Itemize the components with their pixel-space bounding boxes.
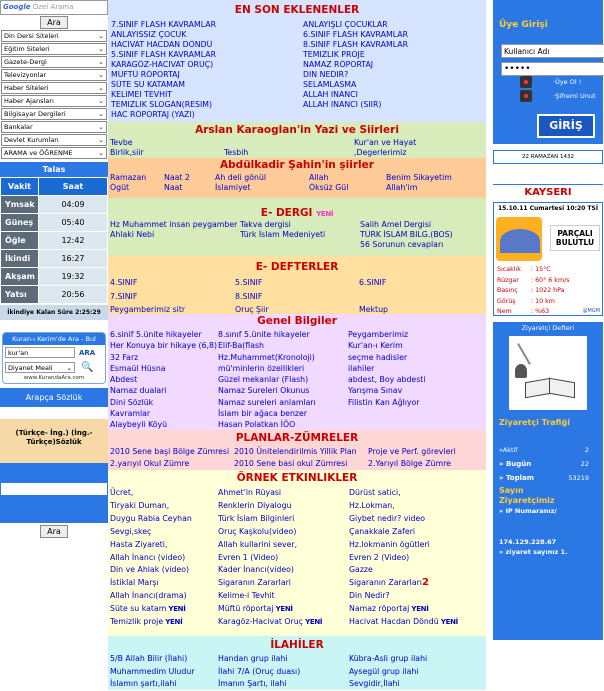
- content-link[interactable]: Esmaül Hüsna: [110, 363, 166, 373]
- category-select-label: Eğitim Siteleri: [4, 45, 50, 53]
- category-select[interactable]: [1, 43, 107, 55]
- content-link[interactable]: Din ve Ahlak (video): [110, 565, 190, 575]
- weather-condition: PARÇALI BULUTLU: [550, 225, 600, 251]
- weather-value: : 60° 6 km/s: [531, 276, 570, 284]
- visitor-panel: [493, 322, 603, 640]
- content-link[interactable]: Tevbe: [110, 138, 133, 147]
- section-edergi: [108, 198, 486, 256]
- empty-cell: [348, 419, 488, 430]
- content-link[interactable]: 2010 Sene basi okul Zümresi: [234, 459, 348, 468]
- latest-link[interactable]: DIN NEDIR?: [303, 70, 349, 79]
- content-link[interactable]: TÜRK İSLAM BILG.(BOS): [360, 230, 453, 239]
- weather-row: [497, 297, 569, 308]
- content-link[interactable]: Din Nedir?: [349, 591, 390, 601]
- login-panel: [493, 0, 603, 144]
- section-activities-title: ÖRNEK ETKINLIKLER: [236, 472, 358, 484]
- content-link[interactable]: Evren 2 (Video): [349, 552, 410, 562]
- section-arslan: [108, 122, 486, 158]
- content-link[interactable]: Karagöz-Hacivat Oruç: [218, 617, 303, 627]
- chevron-down-icon: ⌄: [98, 32, 104, 40]
- content-link[interactable]: Naat: [164, 183, 183, 192]
- section-general-title: Genel Bilgiler: [257, 315, 337, 327]
- section-edergi-heading: [108, 198, 486, 219]
- content-link[interactable]: Sigaranın Zararları: [349, 578, 422, 588]
- category-select-label: Haber Ajansları: [4, 97, 54, 105]
- google-search-input[interactable]: [0, 0, 108, 15]
- empty-cell: [224, 138, 354, 148]
- latest-link[interactable]: KELIMEI TEVHIT: [111, 90, 173, 99]
- content-link[interactable]: ilahiler: [348, 363, 375, 373]
- category-select[interactable]: [1, 82, 107, 94]
- visitor-total: » Toplam 53219: [499, 474, 589, 482]
- category-select[interactable]: [1, 30, 107, 42]
- chevron-down-icon: ⌄: [98, 45, 104, 53]
- latest-link[interactable]: ANLAYIŞLI ÇOCUKLAR: [303, 20, 388, 29]
- dictionary-search-button[interactable]: Ara: [40, 525, 68, 538]
- content-link[interactable]: Hz.Muhammet(Kronoloji): [218, 352, 315, 362]
- content-link-wrap[interactable]: [349, 577, 488, 590]
- category-select[interactable]: [1, 147, 107, 159]
- ip-label: » IP Numaranız/: [499, 507, 557, 515]
- content-link[interactable]: 6.sinif 5.ünite hikayeler: [110, 330, 202, 339]
- latest-link[interactable]: ALLAH INANCI (SIIR): [303, 100, 382, 109]
- kuran-search-box: [2, 332, 106, 384]
- search-button[interactable]: Ara: [40, 16, 68, 29]
- content-link[interactable]: Filistin Kan Ağlıyor: [348, 397, 420, 407]
- weather-row: [497, 265, 569, 276]
- content-link-wrap[interactable]: [218, 616, 349, 629]
- weather-row: [497, 276, 569, 287]
- weather-value: : 1022 hPa: [531, 287, 565, 294]
- content-link[interactable]: Sevgi,skeç: [110, 526, 152, 536]
- latest-link[interactable]: TEMIZLIK PROJE: [303, 50, 365, 59]
- prayer-time: 05:40: [39, 214, 108, 232]
- right-sidebar: [488, 0, 604, 690]
- chevron-down-icon: ⌄: [98, 84, 104, 92]
- weather-value: : 15°C: [531, 266, 551, 273]
- section-edefter-title: E- DEFTERLER: [255, 261, 339, 273]
- new-badge-icon: YENİ: [438, 618, 458, 627]
- section-plans-title: PLANLAR-ZÜMRELER: [235, 432, 359, 444]
- content-link[interactable]: 8.SINIF: [235, 291, 263, 301]
- content-link[interactable]: Süte su katam: [110, 604, 167, 614]
- category-select[interactable]: [1, 108, 107, 120]
- section-edefter: [108, 256, 486, 314]
- content-link[interactable]: Sigaranın Zararlari: [218, 578, 291, 588]
- prayer-name: İkindi: [1, 250, 39, 268]
- prayer-city: Talas: [0, 162, 108, 177]
- content-link[interactable]: Birlik,siir: [110, 148, 144, 157]
- content-link[interactable]: Allah İnancı(drama): [110, 591, 187, 601]
- content-link[interactable]: Hacivat Hacdan Döndü: [349, 617, 439, 627]
- content-link[interactable]: Güzel mekanlar (Flash): [218, 375, 309, 385]
- content-link[interactable]: Peygamberimiz sitr: [110, 305, 186, 314]
- content-link[interactable]: Hz.lokmanin ögütleri: [349, 539, 430, 549]
- content-link[interactable]: abdest, Boy abdesti: [348, 375, 426, 385]
- content-link[interactable]: Proje ve Perf. görevleri: [368, 447, 456, 456]
- content-link[interactable]: Namaz Sureleri Okunus: [218, 386, 310, 396]
- remaining-time: İkindiye Kalan Süre 2:25:29: [0, 304, 108, 320]
- kuran-search-title: Kuran-ı Kerim'de Ara - Bul: [3, 333, 105, 345]
- latest-link[interactable]: 6.SINIF FLASH KAVRAMLAR: [303, 30, 408, 39]
- content-link[interactable]: 7.SINIF: [110, 291, 138, 301]
- content-link[interactable]: Kavramlar: [110, 409, 151, 419]
- category-select[interactable]: [1, 121, 107, 133]
- latest-link[interactable]: 7.SINIF FLASH KAVRAMLAR: [111, 20, 216, 29]
- prayer-row: [1, 214, 108, 232]
- content-link[interactable]: Oruç Şiir: [235, 305, 269, 314]
- prayer-time: 19:32: [39, 268, 108, 286]
- new-badge-icon: YENİ: [302, 618, 323, 627]
- login-button[interactable]: GİRİŞ: [537, 114, 595, 138]
- prayer-row: [1, 250, 108, 268]
- visitor-greeting: Sayın Ziyaretçimiz: [499, 486, 555, 505]
- content-link-wrap[interactable]: [218, 603, 349, 616]
- login-title: Üye Girişi: [499, 20, 548, 30]
- weather-datetime: 15.10.11 Cumartesi 10:20 TSİ: [494, 203, 602, 212]
- content-link[interactable]: Hasta Ziyareti,: [110, 539, 168, 549]
- content-link[interactable]: Aysegül grup ilahi: [349, 666, 419, 676]
- content-link[interactable]: Allah: [309, 173, 329, 182]
- register-link[interactable]: ·Üye Ol !: [553, 78, 582, 86]
- hijri-date: 22 RAMAZAN 1432: [493, 150, 603, 164]
- google-brand: Google: [3, 3, 31, 11]
- content-link[interactable]: Ücret,: [110, 488, 134, 497]
- content-link[interactable]: Kelime-i Tevhit: [218, 591, 275, 601]
- chevron-down-icon: ⌄: [98, 136, 104, 144]
- mgm-logo: @MGM: [582, 308, 600, 314]
- content-link[interactable]: Peygamberimiz: [348, 330, 409, 339]
- content-link-wrap[interactable]: [349, 616, 488, 629]
- content-link[interactable]: Takva dergisi: [240, 220, 291, 229]
- latest-link[interactable]: NAMAZ RÖPORTAJ: [303, 60, 374, 69]
- content-link[interactable]: Mektup: [359, 305, 388, 314]
- content-link[interactable]: Allah kullarini sever,: [218, 539, 298, 549]
- section-arslan-title: Arslan Karaoglan'in Yazi ve Siirleri: [195, 124, 399, 136]
- prayer-name: Yatsı: [1, 286, 39, 304]
- empty-cell: [110, 240, 240, 250]
- content-link-wrap[interactable]: [110, 616, 218, 629]
- section-edergi-title: E- DERGI: [260, 207, 313, 219]
- guestbook-link[interactable]: Ziyaretçi Defteri: [521, 324, 575, 332]
- latest-link[interactable]: HAC RÖPORTAJ (YAZI): [111, 110, 195, 119]
- content-link[interactable]: Duygu Rabia Ceyhan: [110, 513, 192, 523]
- content-link[interactable]: Kübra-Asli grup ilahi: [349, 654, 428, 663]
- latest-link[interactable]: ANLAYISSIZ ÇOCUK: [111, 30, 187, 39]
- category-select-label: Bilgisayar Dergileri: [4, 110, 66, 118]
- content-link[interactable]: Yarışma Sınav: [348, 386, 403, 396]
- guestbook-icon[interactable]: [509, 336, 587, 410]
- content-link[interactable]: 8.sınıf 5.ünite hikayeler: [218, 330, 310, 339]
- empty-cell: [359, 290, 488, 304]
- weather-row: [497, 286, 569, 297]
- content-link[interactable]: Namaz röportaj: [349, 604, 410, 614]
- search-icon[interactable]: 🔍: [81, 362, 94, 373]
- content-link[interactable]: Sevgidir,İlahi: [349, 679, 400, 689]
- weather-value: : %63: [531, 308, 550, 315]
- forgot-password-link[interactable]: ·Şifremi Unut: [553, 92, 596, 100]
- content-link[interactable]: İslamın şartı,ilahi: [110, 679, 177, 689]
- weather-label: Görüş: [497, 297, 516, 305]
- chevron-down-icon: ⌄: [98, 123, 104, 131]
- section-activities: [108, 470, 486, 636]
- content-link[interactable]: 32 Farz: [110, 352, 139, 362]
- content-link[interactable]: Hz Muhammet insan peygamber: [110, 220, 238, 229]
- prayer-name: Öğle: [1, 232, 39, 250]
- content-link[interactable]: Dürüst satici,: [349, 488, 401, 497]
- weather-details: [497, 265, 569, 318]
- content-link[interactable]: 5/B Allah Bilir (İlahi): [110, 654, 188, 663]
- latest-link[interactable]: SÜTE SU KATAMAM: [111, 80, 185, 89]
- content-link[interactable]: Oruç Kaşkolu(video): [218, 526, 297, 536]
- dictionary-search-box: [0, 463, 108, 523]
- partly-cloudy-icon: [496, 217, 542, 261]
- category-select[interactable]: [1, 95, 107, 107]
- content-link[interactable]: Namaz dualari: [110, 386, 167, 396]
- weather-label: Nem: [497, 308, 512, 315]
- content-link[interactable]: Muhammedim Uludur: [110, 666, 195, 676]
- content-link[interactable]: Her Konuya bir hikaye (6,8): [110, 341, 218, 351]
- content-link[interactable]: Allah İnancı (video): [110, 552, 186, 562]
- visitor-active: »Aktif 2: [499, 446, 589, 454]
- content-link[interactable]: Naat 2: [164, 173, 190, 182]
- prayer-row: [1, 286, 108, 304]
- chevron-down-icon: ⌄: [98, 58, 104, 66]
- prayer-time: 04:09: [39, 196, 108, 214]
- new-badge-icon: YENİ: [316, 210, 334, 218]
- content-link[interactable]: Handan grup ilahi: [218, 654, 288, 663]
- content-link[interactable]: Giybet nedir? video: [349, 513, 426, 523]
- left-sidebar: [0, 0, 108, 690]
- extra-number: 2: [421, 577, 429, 589]
- latest-link[interactable]: KARAGÖZ-HACIVAT ORUÇ): [111, 60, 214, 69]
- content-link[interactable]: 6.SINIF: [359, 278, 387, 287]
- content-link[interactable]: Kur'an ve Hayat: [354, 138, 417, 147]
- section-latest-title: EN SON EKLENENLER: [234, 4, 360, 16]
- content-link[interactable]: Ahlaki Nebi: [110, 230, 155, 239]
- category-select[interactable]: [1, 69, 107, 81]
- latest-link[interactable]: SELAMLASMA: [303, 80, 357, 89]
- prayer-name: Ymsak: [1, 196, 39, 214]
- section-hymns: [108, 636, 486, 690]
- content-link[interactable]: Dini Sözlük: [110, 397, 154, 407]
- forgot-password-icon: [520, 90, 532, 102]
- content-link[interactable]: Hz.Lokman,: [349, 500, 395, 510]
- weather-label: Sıcaklık: [497, 266, 521, 273]
- content-link[interactable]: Abdest: [110, 375, 138, 385]
- content-link[interactable]: 56 Sorunun cevapları: [360, 240, 444, 249]
- content-link[interactable]: Tiryaki Duman,: [110, 500, 170, 510]
- content-link[interactable]: Ah deli gönül: [215, 173, 267, 182]
- prayer-col-vakit: Vakit: [1, 178, 39, 196]
- weather-city: KAYSERI: [493, 184, 603, 202]
- kuran-site-link[interactable]: www.KurandaAra.com: [23, 375, 85, 381]
- latest-link[interactable]: TEMIZLIK SLOGAN(RESIM): [111, 100, 213, 109]
- content-link[interactable]: Öksüz Gül: [309, 183, 349, 192]
- weather-widget: [493, 202, 603, 316]
- new-badge-icon: YENİ: [166, 605, 186, 614]
- weather-row: [497, 307, 569, 318]
- content-link[interactable]: Çanakkale Zaferi: [349, 526, 416, 536]
- content-link[interactable]: Kur'an-ı Kerim: [348, 341, 403, 351]
- content-link-wrap[interactable]: [110, 603, 218, 616]
- section-general: [108, 314, 486, 430]
- content-link[interactable]: Salih Amel Dergisi: [360, 220, 432, 229]
- content-link[interactable]: Tesbih: [224, 148, 249, 157]
- kuran-search-button[interactable]: ARA: [79, 348, 96, 357]
- register-icon: [520, 76, 532, 88]
- prayer-name: Akşam: [1, 268, 39, 286]
- chevron-down-icon: ⌄: [98, 149, 104, 157]
- content-link[interactable]: Evren 1 (Video): [218, 552, 279, 562]
- content-link[interactable]: mü'minlerin özellikleri: [218, 363, 305, 373]
- password-input[interactable]: •••••: [501, 62, 604, 76]
- visitor-traffic-title: Ziyaretçi Trafiği: [499, 418, 570, 427]
- content-link[interactable]: İslamiyet: [215, 183, 251, 192]
- search-placeholder: Özel Arama: [32, 3, 74, 11]
- content-link[interactable]: 5.SINIF: [235, 278, 263, 287]
- category-select-label: Din Dersi Siteleri: [4, 32, 59, 40]
- latest-link[interactable]: 5.SINIF FLASH KAVRAMLAR: [111, 50, 216, 59]
- content-link[interactable]: Benim Sikayetim: [386, 173, 452, 182]
- content-link[interactable]: Gazze: [349, 565, 373, 575]
- category-select[interactable]: [1, 134, 107, 146]
- section-abdulkadir-title: Abdülkadir Şahin'in şiirler: [220, 159, 374, 171]
- category-select-label: Haber Siteleri: [4, 84, 49, 92]
- content-link[interactable]: 2010 Sene başi Bölge Zümresi: [110, 447, 230, 456]
- content-link[interactable]: Alaybeyli Köyü: [110, 420, 168, 430]
- weather-label: Basınç: [497, 287, 518, 294]
- chevron-down-icon: ⌄: [98, 97, 104, 105]
- content-link[interactable]: ,Degerlerimiz: [354, 148, 407, 157]
- category-select-label: Devlet Kurumları: [4, 136, 59, 144]
- empty-cell: [348, 408, 488, 419]
- latest-link[interactable]: HACIVAT HACDAN DÖNDÜ: [111, 40, 213, 49]
- content-link[interactable]: Hasan Polatkan İÖO: [218, 420, 296, 430]
- username-input[interactable]: Kullanıcı Adı: [501, 44, 604, 58]
- prayer-row: [1, 232, 108, 250]
- latest-link[interactable]: ALLAH INANCI: [303, 90, 358, 99]
- category-select-label: Bankalar: [4, 123, 33, 131]
- content-link[interactable]: Kader İnancı(video): [218, 565, 294, 575]
- content-link[interactable]: Ahmet'in Rüyasi: [218, 488, 282, 497]
- prayer-time: 12:42: [39, 232, 108, 250]
- category-select-label: ARAMA ve ÖĞRENME: [4, 149, 73, 157]
- content-link[interactable]: Allah'im: [386, 183, 418, 192]
- content-link[interactable]: Ramazan: [110, 173, 147, 182]
- visit-count: » ziyaret sayınız 1.: [499, 548, 568, 556]
- empty-cell: [303, 110, 489, 120]
- content-link[interactable]: Namaz sureleri anlamları: [218, 397, 316, 407]
- content-link[interactable]: Ögüt: [110, 183, 130, 192]
- arabic-dictionary-link[interactable]: Arapça Sözlük: [0, 388, 108, 407]
- dictionary-input[interactable]: [1, 483, 107, 495]
- kuran-search-input[interactable]: kur'an: [5, 347, 75, 358]
- prayer-name: Güneş: [1, 214, 39, 232]
- content-link[interactable]: İslam bir ağaca benzer: [218, 409, 308, 419]
- prayer-col-saat: Saat: [39, 178, 108, 196]
- section-abdulkadir: [108, 158, 486, 198]
- chevron-down-icon: ⌄: [98, 110, 104, 118]
- content-link[interactable]: 2.Yarıyıl Bölge Zümre: [368, 459, 451, 468]
- main-content: [108, 0, 486, 690]
- latest-link[interactable]: 8.SINIF FLASH KAVRAMLAR: [303, 40, 408, 49]
- content-link[interactable]: seçme hadisler: [348, 352, 408, 362]
- content-link[interactable]: 4.SINIF: [110, 278, 138, 287]
- section-plans: [108, 430, 486, 470]
- content-link[interactable]: Renklerin Diyalogu: [218, 500, 292, 510]
- content-link[interactable]: Türk İslam Bilginleri: [218, 513, 295, 523]
- content-link[interactable]: Türk İslam Medeniyeti: [240, 230, 326, 239]
- new-badge-icon: YENİ: [273, 605, 293, 614]
- content-link[interactable]: 2.yarıyıl Okul Zümre: [110, 459, 190, 468]
- meal-select-value: Diyanet Meali: [8, 364, 53, 372]
- new-badge-icon: YENİ: [163, 618, 183, 627]
- section-hymns-title: İLAHİLER: [270, 639, 324, 651]
- category-menus: [0, 30, 108, 159]
- content-link[interactable]: Elif-Ba(flash: [218, 341, 264, 351]
- latest-link[interactable]: MÜFTÜ RÖPORTAJ: [111, 70, 180, 79]
- weather-label: Rüzgar: [497, 276, 519, 284]
- content-link-wrap[interactable]: [349, 603, 488, 616]
- content-link[interactable]: İstiklal Marşı: [110, 578, 159, 588]
- prayer-time: 16:27: [39, 250, 108, 268]
- english-dictionary-link[interactable]: (Türkçe- İng.) (İng.-Türkçe)Sözlük: [0, 419, 108, 463]
- ip-value: 174.129.228.67: [499, 538, 557, 546]
- category-select[interactable]: [1, 56, 107, 68]
- chevron-down-icon: ⌄: [98, 71, 104, 79]
- category-select-label: Televizyonlar: [4, 71, 47, 79]
- weather-value: : 10 km: [531, 297, 555, 305]
- prayer-row: [1, 196, 108, 214]
- content-link[interactable]: 2010 Ünitelendirilmis Yillik Plan: [234, 447, 357, 456]
- new-badge-icon: YENİ: [409, 605, 429, 614]
- meal-select[interactable]: [5, 362, 75, 373]
- prayer-row: [1, 268, 108, 286]
- category-select-label: Gazete-Dergi: [4, 58, 47, 66]
- prayer-times-table: [0, 177, 108, 304]
- chevron-down-icon: ⌄: [66, 364, 72, 372]
- empty-cell: [240, 240, 360, 250]
- content-link[interactable]: Müftü röportaj: [218, 604, 274, 614]
- section-latest: [108, 0, 486, 122]
- content-link[interactable]: İmanın Şartı, ilahi: [218, 679, 287, 689]
- visitor-today: » Bugün 22: [499, 460, 589, 468]
- prayer-time: 20:56: [39, 286, 108, 304]
- content-link[interactable]: Temizlik proje: [110, 617, 164, 627]
- content-link[interactable]: İlahi 7/A (Oruç duası): [218, 666, 301, 676]
